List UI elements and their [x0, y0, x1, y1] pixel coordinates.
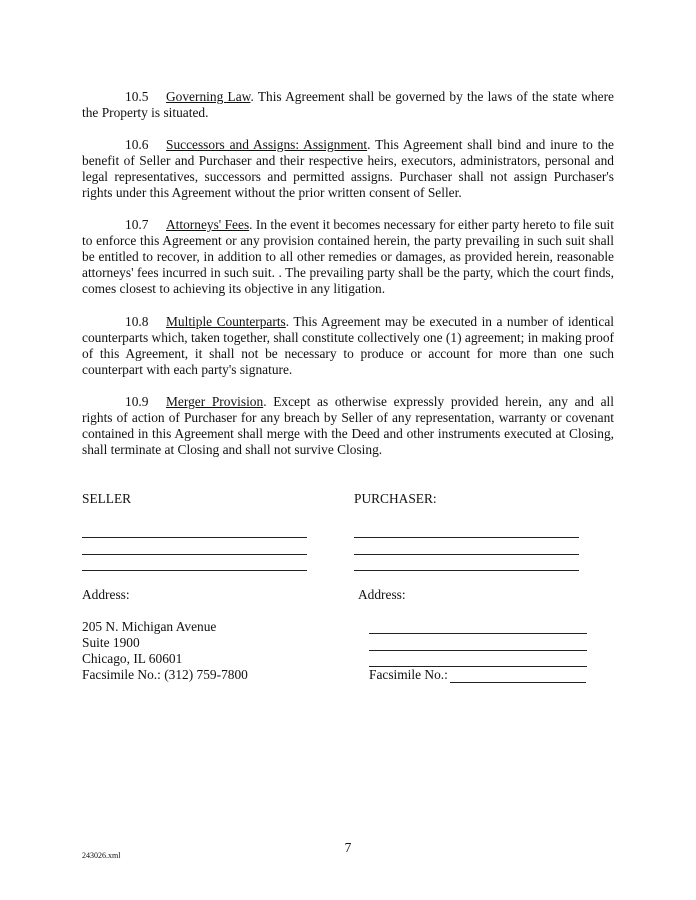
section-number: 10.8 — [125, 314, 149, 329]
seller-signature-line — [82, 537, 307, 538]
purchaser-address-label: Address: — [358, 587, 406, 602]
section-10-5 — [82, 89, 614, 121]
seller-name-line — [82, 554, 307, 555]
seller-address-line-1: 205 N. Michigan Avenue — [82, 619, 217, 634]
purchaser-title-line — [354, 570, 579, 571]
section-heading: Merger Provision — [166, 394, 264, 409]
purchaser-fax-line — [450, 682, 586, 683]
seller-address-line-3: Chicago, IL 60601 — [82, 651, 183, 666]
section-heading: Successors and Assigns: Assignment — [166, 137, 368, 152]
purchaser-fax-label: Facsimile No.: — [369, 667, 448, 682]
seller-address-line-2: Suite 1900 — [82, 635, 140, 650]
section-number: 10.9 — [125, 394, 149, 409]
section-10-7 — [82, 217, 614, 297]
document-id: 243026.xml — [82, 851, 121, 860]
seller-fax: Facsimile No.: (312) 759-7800 — [82, 667, 248, 682]
seller-label: SELLER — [82, 491, 132, 506]
purchaser-address-line-2 — [369, 650, 587, 651]
purchaser-signature-line — [354, 537, 579, 538]
section-number: 10.6 — [125, 137, 149, 152]
section-body: . This Agreement shall be governed by the laws of the state where the Property is situated. — [82, 89, 614, 120]
purchaser-address-line-1 — [369, 633, 587, 634]
seller-title-line — [82, 570, 307, 571]
section-number: 10.5 — [125, 89, 149, 104]
section-10-9 — [82, 394, 614, 458]
section-body: . In the event it becomes necessary for either party hereto to file suit to enforce this Agreement or any provision contained herein, the party prevailing in such suit shall be entitled to recover, in addition to all other remedies or damages, as provided herein, reasonable attorneys' fees incurred in such suit. . The prevailing party shall be the party, which the court finds, comes closest to achieving its objective in any litigation. — [82, 217, 614, 296]
section-10-8 — [82, 314, 614, 378]
section-heading: Multiple Counterparts — [166, 314, 286, 329]
section-body: . Except as otherwise expressly provided herein, any and all rights of action of Purchaser for any breach by Seller of any representation, warranty or covenant contained in this Agreement shall merge with the Deed and other instruments executed at Closing, shall terminate at Closing and shall not survive Closing. — [82, 394, 614, 457]
purchaser-label: PURCHASER: — [354, 491, 437, 506]
section-heading: Attorneys' Fees — [166, 217, 250, 232]
seller-address-label: Address: — [82, 587, 130, 602]
section-heading: Governing Law — [166, 89, 251, 104]
page-number: 7 — [344, 840, 352, 855]
section-10-6 — [82, 137, 614, 201]
section-body: . This Agreement shall bind and inure to the benefit of Seller and Purchaser and their respective heirs, executors, administrators, personal and legal representatives, successors and permitted assigns. Purchaser shall not assign Purchaser's rights under this Agreement without the prior written consent of Seller. — [82, 137, 614, 200]
section-body: . This Agreement may be executed in a number of identical counterparts which, taken together, shall constitute collectively one (1) agreement; in making proof of this Agreement, it shall not be necessary to produce or account for more than one such counterpart with each party's signature. — [82, 314, 615, 377]
purchaser-name-line — [354, 554, 579, 555]
section-number: 10.7 — [125, 217, 149, 232]
